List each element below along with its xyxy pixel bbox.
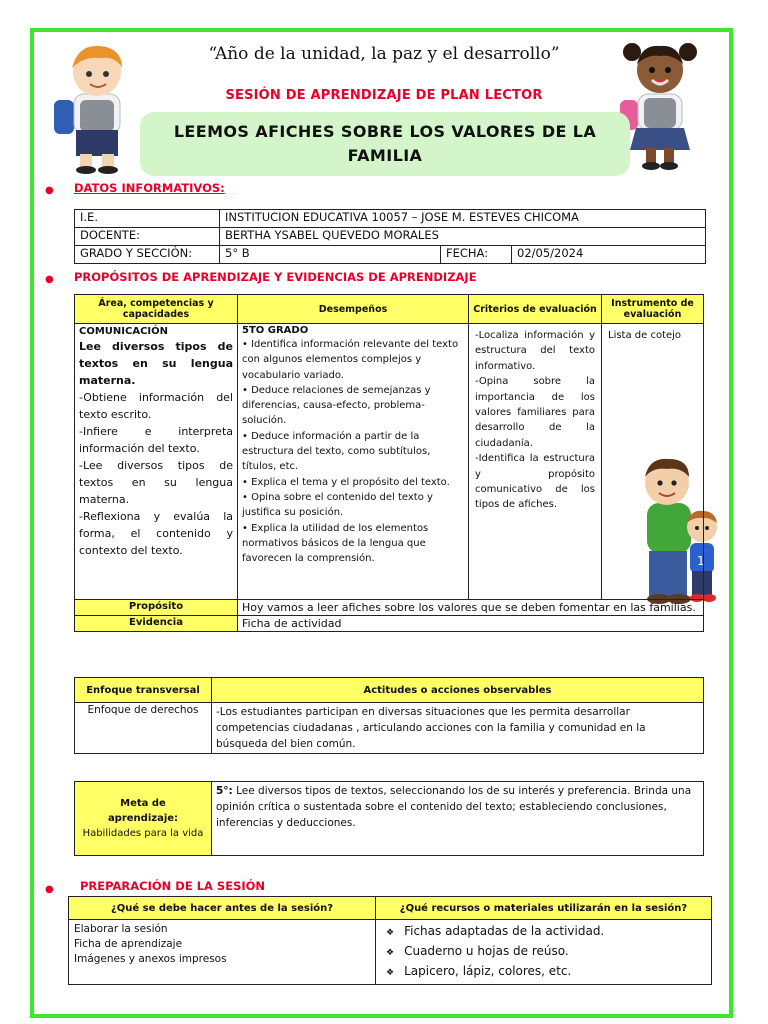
meta-text: Lee diversos tipos de textos, seleccionando los de su interés y preferencia. Brinda una opinión crítica o sustentada sobre el contenido del texto; estableciendo conclusiones, inferencias y deducciones.	[216, 785, 692, 829]
bullet-icon: ●	[45, 185, 54, 196]
diamond-bullet-icon: ❖	[386, 928, 395, 938]
area-cell	[75, 324, 238, 600]
capacidad-item: -Obtiene información del texto escrito.	[79, 391, 233, 421]
docente-value: BERTHA YSABEL QUEVEDO MORALES	[220, 228, 706, 246]
desempeno-item: • Deduce información a partir de la estructura del texto, como subtítulos, títulos, etc.	[242, 430, 431, 473]
desempeno-item: • Explica el tema y el propósito del texto.	[242, 476, 450, 488]
desempeno-item: • Opina sobre el contenido del texto y justifica su posición.	[242, 491, 433, 519]
fecha-label: FECHA:	[441, 246, 512, 264]
desempeno-item: • Deduce relaciones de semejanzas y diferencias, causa-efecto, problema-solución.	[242, 384, 431, 427]
proposito-label: Propósito	[75, 600, 238, 616]
antes-item: Elaborar la sesión	[74, 923, 168, 935]
capacidad-item: -Reflexiona y evalúa la forma, el contenido y contexto del texto.	[79, 510, 233, 557]
area-title: COMUNICACIÓN	[79, 326, 169, 337]
meta-text-cell	[212, 782, 704, 856]
col-enfoque: Enfoque transversal	[75, 678, 212, 703]
criterios-cell	[469, 324, 602, 600]
session-title-line1: LEEMOS AFICHES SOBRE LOS VALORES DE LA	[173, 122, 597, 141]
capacidad-item: -Lee diversos tipos de textos en su lengua materna.	[79, 459, 233, 506]
datos-table	[74, 209, 706, 264]
col-actitudes: Actitudes o acciones observables	[212, 678, 704, 703]
recurso-item	[386, 962, 701, 982]
competencia-text: Lee diversos tipos de textos en su lengua materna.	[79, 340, 233, 387]
propositos-table	[74, 294, 704, 632]
session-title	[150, 120, 620, 168]
meta-label-sub: Habilidades para la vida	[82, 828, 204, 839]
capacidad-item: -Infiere e interpreta información del texto.	[79, 425, 233, 455]
col-criterios: Criterios de evaluación	[469, 295, 602, 324]
ie-label: I.E.	[75, 210, 220, 228]
recurso-item	[386, 942, 701, 962]
criterio-item: -Localiza información y estructura del texto informativo.	[475, 330, 595, 372]
session-title-line2: FAMILIA	[347, 146, 423, 165]
svg-text:1: 1	[697, 554, 705, 568]
preparacion-table	[68, 896, 712, 985]
col-area: Área, competencias y capacidades	[75, 295, 238, 324]
instrumento-cell	[602, 324, 704, 600]
recurso-item	[386, 922, 701, 942]
recurso-text: Lapicero, lápiz, colores, etc.	[404, 964, 572, 978]
col-recursos: ¿Qué recursos o materiales utilizarán en la sesión?	[376, 897, 712, 920]
criterio-item: -Opina sobre la importancia de los valores familiares para desarrollo de la ciudadanía.	[475, 376, 595, 449]
recursos-cell	[376, 920, 712, 985]
grado-title: 5TO GRADO	[242, 325, 309, 336]
session-type: SESIÓN DE APRENDIZAJE DE PLAN LECTOR	[225, 88, 543, 103]
diamond-bullet-icon: ❖	[386, 948, 395, 958]
recurso-text: Fichas adaptadas de la actividad.	[404, 924, 605, 938]
year-motto: “Año de la unidad, la paz y el desarrollo”	[208, 44, 560, 64]
recurso-text: Cuaderno u hojas de reúso.	[404, 944, 569, 958]
col-antes: ¿Qué se debe hacer antes de la sesión?	[69, 897, 376, 920]
evidencia-label: Evidencia	[75, 616, 238, 632]
bullet-icon: ●	[45, 884, 54, 895]
diamond-bullet-icon: ❖	[386, 968, 395, 978]
meta-label-cell	[75, 782, 212, 856]
evidencia-value: Ficha de actividad	[238, 616, 704, 632]
grado-value: 5° B	[220, 246, 441, 264]
grado-label: GRADO Y SECCIÓN:	[75, 246, 220, 264]
enfoque-table	[74, 677, 704, 754]
col-instrumento: Instrumento de evaluación	[602, 295, 704, 324]
instrumento-value: Lista de cotejo	[608, 330, 682, 341]
proposito-value: Hoy vamos a leer afiches sobre los valores que se deben fomentar en las familias.	[238, 600, 704, 616]
meta-label-line2: aprendizaje:	[107, 813, 179, 824]
meta-table	[74, 781, 704, 856]
antes-item: Ficha de aprendizaje	[74, 938, 183, 950]
meta-grade: 5°:	[216, 785, 233, 797]
actitudes-value: -Los estudiantes participan en diversas situaciones que les permita desarrollar competencias ciudadanas , articulando acciones con la familia y comunidad en la búsqueda del bien común.	[212, 703, 704, 754]
antes-item: Imágenes y anexos impresos	[74, 953, 227, 965]
criterio-item: -Identifica la estructura y propósito comunicativo de los tipos de afiches.	[475, 453, 595, 511]
enfoque-value: Enfoque de derechos	[75, 703, 212, 754]
fecha-value: 02/05/2024	[512, 246, 706, 264]
datos-heading: DATOS INFORMATIVOS:	[74, 181, 225, 195]
meta-label-line1: Meta de	[120, 798, 166, 809]
antes-cell	[69, 920, 376, 985]
desempenos-cell	[238, 324, 469, 600]
ie-value: INSTITUCION EDUCATIVA 10057 – JOSE M. ESTEVES CHICOMA	[220, 210, 706, 228]
desempeno-item: • Identifica información relevante del texto con algunos elementos complejos y vocabulario variado.	[242, 339, 459, 381]
propositos-heading: PROPÓSITOS DE APRENDIZAJE Y EVIDENCIAS DE APRENDIZAJE	[74, 270, 477, 284]
docente-label: DOCENTE:	[75, 228, 220, 246]
desempeno-item: • Explica la utilidad de los elementos normativos básicos de la lengua que favorecen la comprensión.	[242, 522, 429, 565]
preparacion-heading: PREPARACIÓN DE LA SESIÓN	[80, 879, 266, 893]
col-desempenos: Desempeños	[238, 295, 469, 324]
bullet-icon: ●	[45, 274, 54, 285]
